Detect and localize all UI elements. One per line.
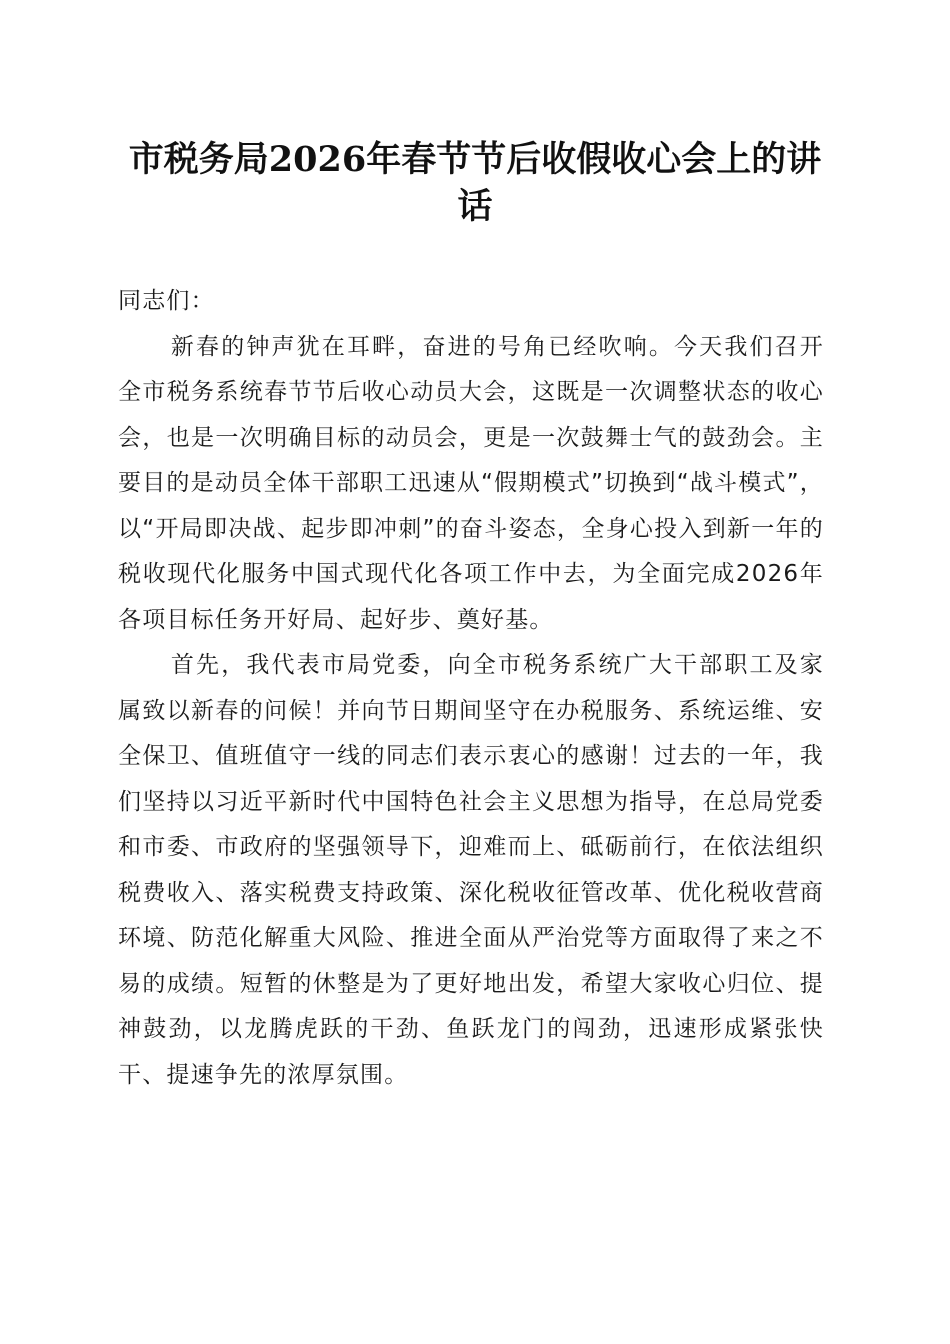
document-title: 市税务局2026年春节节后收假收心会上的讲话	[128, 139, 822, 227]
paragraph-greetings: 首先，我代表市局党委，向全市税务系统广大干部职工及家属致以新春的问候！并向节日期间坚守在办税服务、系统运维、安全保卫、值班值守一线的同志们表示衷心的感谢！过去的一年，我们坚持以习近平新时代中国特色社会主义思想为指导，在总局党委和市委、市政府的坚强领导下，迎难而上、砥砺前行，在依法组织税费收入、落实税费支持政策、深化税收征管改革、优化税收营商环境、防范化解重大风险、推进全面从严治党等方面取得了来之不易的成绩。短暂的休整是为了更好地出发，希望大家收心归位、提神鼓劲，以龙腾虎跃的干劲、鱼跃龙门的闯劲，迅速形成紧张快干、提速争先的浓厚氛围。	[118, 652, 824, 1088]
paragraph-opening: 新春的钟声犹在耳畔，奋进的号角已经吹响。今天我们召开全市税务系统春节节后收心动员大会，这既是一次调整状态的收心会，也是一次明确目标的动员会，更是一次鼓舞士气的鼓劲会。主要目的是动员全体干部职工迅速从“假期模式”切换到“战斗模式”，以“开局即决战、起步即冲刺”的奋斗姿态，全身心投入到新一年的税收现代化服务中国式现代化各项工作中去，为全面完成2026年各项目标任务开好局、起好步、奠好基。	[118, 333, 824, 633]
salutation: 同志们：	[118, 288, 215, 314]
document-body	[118, 279, 824, 1098]
